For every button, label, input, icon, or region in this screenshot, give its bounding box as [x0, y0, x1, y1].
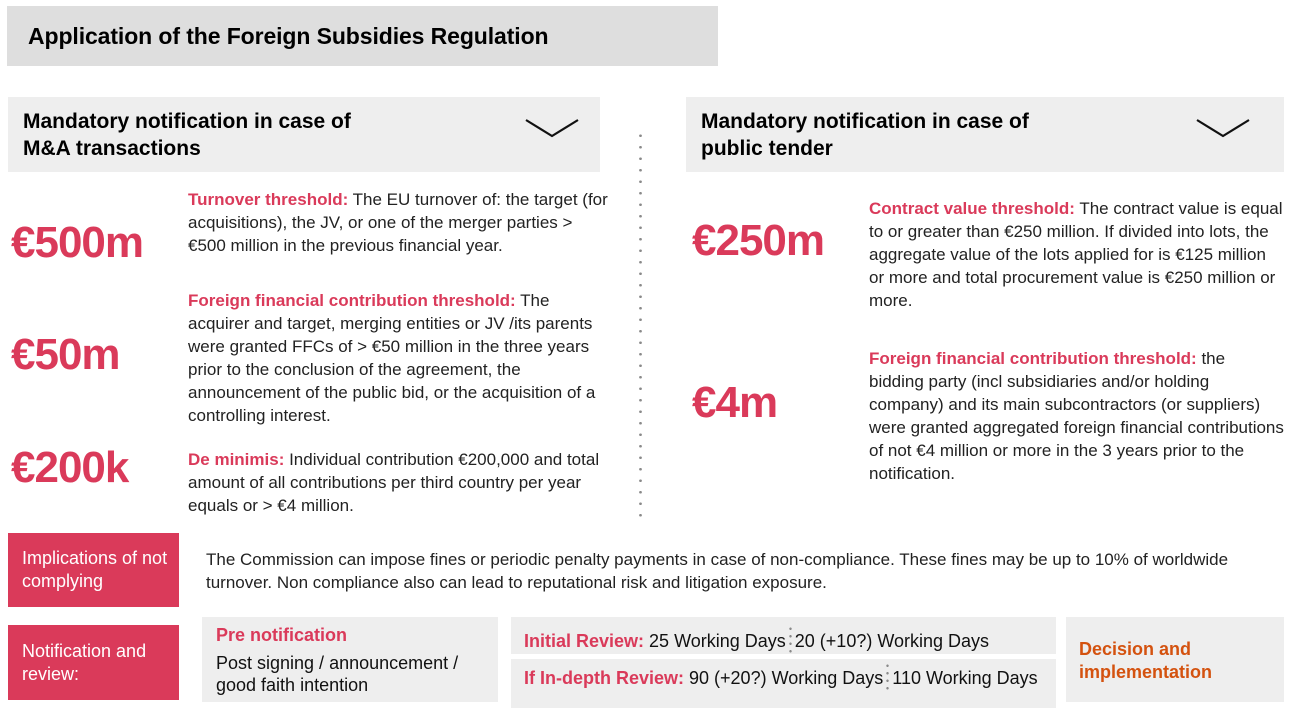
threshold-text: Individual contribution €200,000 and total amount of all contributions per third country per year equals or > €4 million. [188, 450, 600, 515]
threshold-text: The contract value is equal to or greater than €250 million. If divided into lots, the aggregate value of the lots applied for is €125 million or more and total procurement value is €250 million or more. [869, 199, 1283, 310]
dotted-separator [789, 625, 792, 655]
threshold-description [869, 197, 1284, 312]
threshold-text: the bidding party (incl subsidiaries and/or holding company) and its main subcontractors (or suppliers) were granted aggregated foreign financial contributions of not €4 million or more in the 3 years prior to the notification. [869, 349, 1284, 483]
decision-box [1066, 617, 1284, 702]
chevron-down-icon[interactable] [1194, 117, 1252, 139]
ma-transactions-heading [23, 108, 351, 162]
threshold-label: Contract value threshold: [869, 199, 1075, 218]
indepth-review-days: 90 (+20?) Working Days [684, 668, 884, 688]
pre-notification-heading: Pre notification [216, 625, 348, 645]
page-title: Application of the Foreign Subsidies Regulation [28, 23, 549, 49]
threshold-value: €500m [11, 218, 144, 267]
decision-text: Decision and implementation [1079, 639, 1213, 682]
pre-notification-box [202, 617, 498, 702]
indepth-review-days-alt: 110 Working Days [892, 668, 1038, 688]
threshold-text: The EU turnover of: the target (for acquisitions), the JV, or one of the merger parties > €500 million in the previous financial year. [188, 190, 608, 255]
threshold-value: €4m [692, 378, 778, 427]
public-tender-header[interactable] [686, 97, 1284, 172]
dotted-divider [639, 130, 642, 518]
heading-line: public tender [701, 137, 833, 160]
initial-review-label: Initial Review: [524, 631, 645, 651]
threshold-label: Foreign financial contribution threshold: [188, 291, 516, 310]
heading-line: Mandatory notification in case of [701, 110, 1029, 133]
threshold-description [188, 448, 613, 517]
threshold-label: De minimis: [188, 450, 285, 469]
initial-review-box [511, 617, 1056, 654]
threshold-text: The acquirer and target, merging entities or JV /its parents were granted FFCs of > €50 million in the three years prior to the conclusion of the agreement, the announcement of the public bid, or the acquisition of a controlling interest. [188, 291, 596, 425]
pre-notification-text: Post signing / announcement / good faith intention [216, 653, 459, 695]
public-tender-heading [701, 108, 1029, 162]
implications-text: The Commission can impose fines or periodic penalty payments in case of non-compliance. These fines may be up to 10% of worldwide turnover. Non compliance also can lead to reputational risk and litigation exposure. [206, 550, 1229, 592]
dotted-separator [886, 662, 889, 692]
ma-transactions-header[interactable] [8, 97, 600, 172]
threshold-label: Foreign financial contribution threshold: [869, 349, 1197, 368]
notification-label: Notification and review: [8, 625, 179, 700]
threshold-description [188, 188, 608, 257]
title-bar [7, 6, 718, 66]
heading-line: M&A transactions [23, 137, 201, 160]
implications-label: Implications of not complying [8, 533, 179, 607]
threshold-description [188, 289, 613, 427]
indepth-review-box [511, 659, 1056, 708]
threshold-description [869, 347, 1284, 485]
threshold-value: €200k [11, 443, 129, 492]
initial-review-days-alt: 20 (+10?) Working Days [794, 631, 990, 651]
threshold-label: Turnover threshold: [188, 190, 349, 209]
heading-line: Mandatory notification in case of [23, 110, 351, 133]
initial-review-line [524, 625, 989, 655]
initial-review-days: 25 Working Days [644, 631, 786, 651]
chevron-down-icon[interactable] [523, 117, 581, 139]
indepth-review-line [524, 662, 1044, 692]
threshold-value: €50m [11, 330, 120, 379]
indepth-review-label: If In-depth Review: [524, 668, 685, 688]
threshold-value: €250m [692, 216, 825, 265]
